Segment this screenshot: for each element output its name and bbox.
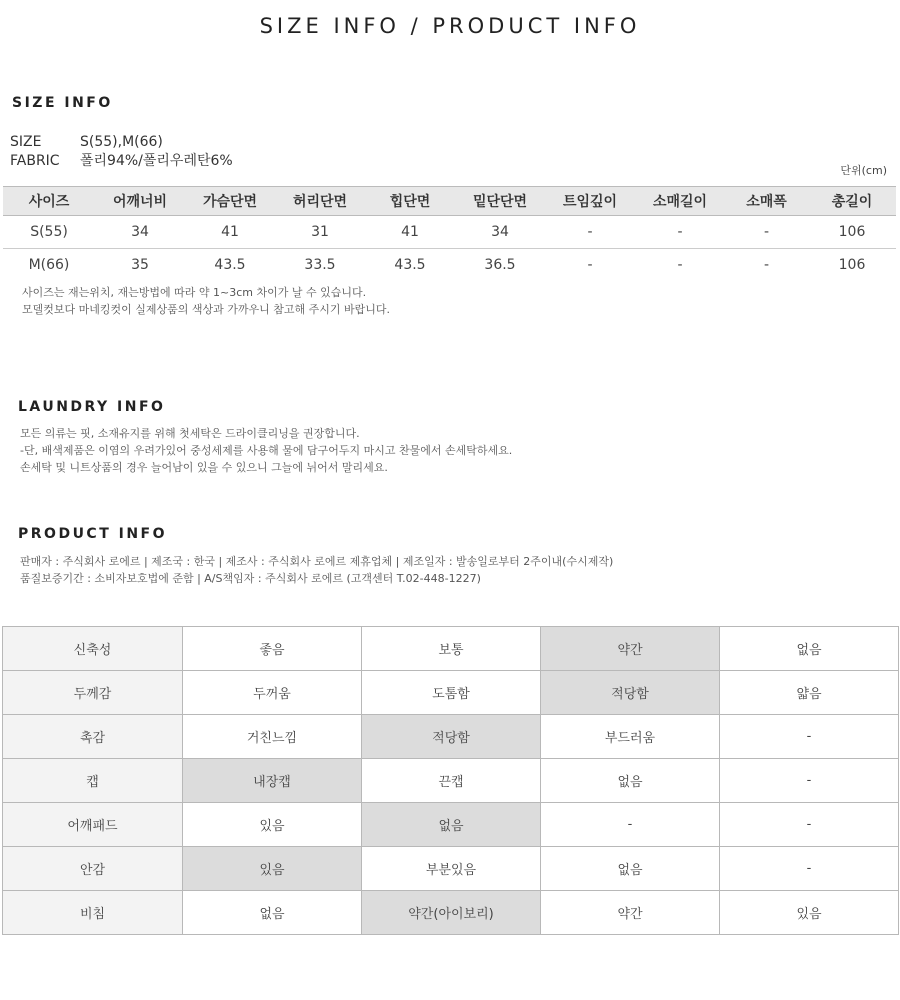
feature-row <box>3 671 899 715</box>
size-cell: 43.5 <box>394 257 426 273</box>
laundry-note: 손세탁 및 니트상품의 경우 늘어남이 있을 수 있으니 그늘에 뉘어서 말리세요. <box>20 461 388 474</box>
feature-label: 두께감 <box>3 671 183 715</box>
product-note: 품질보증기간 : 소비자보호법에 준함 | A/S책임자 : 주식회사 로에르 (고객센터 T.02-448-1227) <box>20 572 481 585</box>
size-column-header: 밑단단면 <box>455 187 545 216</box>
size-column-header: 총길이 <box>808 187 896 216</box>
feature-label: 안감 <box>3 847 183 891</box>
size-note: 사이즈는 재는위치, 재는방법에 따라 약 1~3cm 차이가 날 수 있습니다. <box>22 286 367 299</box>
size-value: S(55),M(66) <box>80 134 163 150</box>
feature-option: - <box>541 803 720 847</box>
feature-option: 없음 <box>541 759 720 803</box>
size-cell: - <box>587 257 593 273</box>
feature-option: 없음 <box>720 627 899 671</box>
feature-label: 어깨패드 <box>3 803 183 847</box>
laundry-notes <box>20 425 512 476</box>
feature-row <box>3 715 899 759</box>
feature-label: 캡 <box>3 759 183 803</box>
feature-option: 부드러움 <box>541 715 720 759</box>
size-column-header: 힙단면 <box>365 187 455 216</box>
feature-option: 거친느낌 <box>183 715 362 759</box>
feature-row <box>3 891 899 935</box>
fabric-key: FABRIC <box>10 153 60 169</box>
feature-row <box>3 847 899 891</box>
feature-row <box>3 627 899 671</box>
size-cell: 31 <box>275 216 365 249</box>
feature-option: 얇음 <box>720 671 899 715</box>
feature-row <box>3 803 899 847</box>
size-cell: 106 <box>838 257 866 273</box>
size-spec <box>10 134 163 150</box>
size-cell: 34 <box>95 216 185 249</box>
feature-option: 없음 <box>183 891 362 935</box>
feature-row <box>3 759 899 803</box>
size-cell: - <box>725 216 808 249</box>
feature-option: 두꺼움 <box>183 671 362 715</box>
size-column-header: 소매폭 <box>725 187 808 216</box>
size-note: 모델컷보다 마네킹컷이 실제상품의 색상과 가까우니 참고해 주시기 바랍니다. <box>22 303 391 316</box>
size-cell: 43.5 <box>214 257 246 273</box>
size-cell: 34 <box>455 216 545 249</box>
table-row <box>3 216 896 249</box>
size-notes <box>22 284 390 318</box>
feature-option: 도톰함 <box>362 671 541 715</box>
feature-option: - <box>720 803 899 847</box>
feature-option: 있음 <box>720 891 899 935</box>
product-info-heading: PRODUCT INFO <box>18 526 168 542</box>
product-note: 판매자 : 주식회사 로에르 | 제조국 : 한국 | 제조사 : 주식회사 로에르 제휴업체 | 제조일자 : 발송일로부터 2주이내(수시제작) <box>20 555 614 568</box>
feature-option: 없음 <box>541 847 720 891</box>
size-column-header: 트임깊이 <box>545 187 635 216</box>
size-cell: - <box>677 257 683 273</box>
feature-option: - <box>720 847 899 891</box>
feature-option-selected: 적당함 <box>362 715 541 759</box>
size-cell: 33.5 <box>304 257 336 273</box>
feature-label: 비침 <box>3 891 183 935</box>
size-cell: 36.5 <box>484 257 516 273</box>
size-cell: - <box>545 216 635 249</box>
laundry-note: -단, 배색제품은 이염의 우려가있어 중성세제를 사용해 물에 담구어두지 마시고 찬물에서 손세탁하세요. <box>20 444 513 457</box>
feature-option: 끈캡 <box>362 759 541 803</box>
size-cell: 41 <box>365 216 455 249</box>
feature-table <box>2 626 899 935</box>
size-cell: - <box>635 216 725 249</box>
size-cell: S(55) <box>3 216 95 249</box>
size-cell: M(66) <box>28 257 70 273</box>
laundry-note: 모든 의류는 핏, 소재유지를 위해 첫세탁은 드라이클리닝을 권장합니다. <box>20 427 360 440</box>
feature-option: 있음 <box>183 803 362 847</box>
table-row <box>3 249 896 282</box>
feature-option-selected: 약간 <box>541 627 720 671</box>
size-cell: 35 <box>131 257 149 273</box>
feature-option-selected: 약간(아이보리) <box>362 891 541 935</box>
page-title: SIZE INFO / PRODUCT INFO <box>259 14 641 38</box>
product-notes <box>20 553 613 587</box>
feature-option-selected: 없음 <box>362 803 541 847</box>
feature-label: 신축성 <box>3 627 183 671</box>
size-column-header: 소매길이 <box>635 187 725 216</box>
feature-option: 좋음 <box>183 627 362 671</box>
feature-option: - <box>720 759 899 803</box>
fabric-value: 폴리94%/폴리우레탄6% <box>80 153 233 169</box>
feature-option-selected: 내장캡 <box>183 759 362 803</box>
size-info-heading: SIZE INFO <box>12 95 113 111</box>
size-cell: - <box>763 257 770 273</box>
feature-option: 보통 <box>362 627 541 671</box>
feature-option-selected: 적당함 <box>541 671 720 715</box>
size-column-header: 허리단면 <box>275 187 365 216</box>
unit-label: 단위(cm) <box>840 164 887 177</box>
laundry-info-heading: LAUNDRY INFO <box>18 399 166 415</box>
size-cell: 41 <box>185 216 275 249</box>
fabric-spec <box>10 150 233 170</box>
size-column-header: 가슴단면 <box>185 187 275 216</box>
feature-option: 부분있음 <box>362 847 541 891</box>
size-table <box>3 186 896 281</box>
size-table-header <box>3 187 896 216</box>
size-key: SIZE <box>10 134 42 150</box>
size-column-header: 어깨너비 <box>95 187 185 216</box>
feature-option-selected: 있음 <box>183 847 362 891</box>
size-column-header: 사이즈 <box>3 187 95 216</box>
size-cell: 106 <box>808 216 896 249</box>
feature-option: 약간 <box>541 891 720 935</box>
feature-label: 촉감 <box>3 715 183 759</box>
feature-option: - <box>720 715 899 759</box>
